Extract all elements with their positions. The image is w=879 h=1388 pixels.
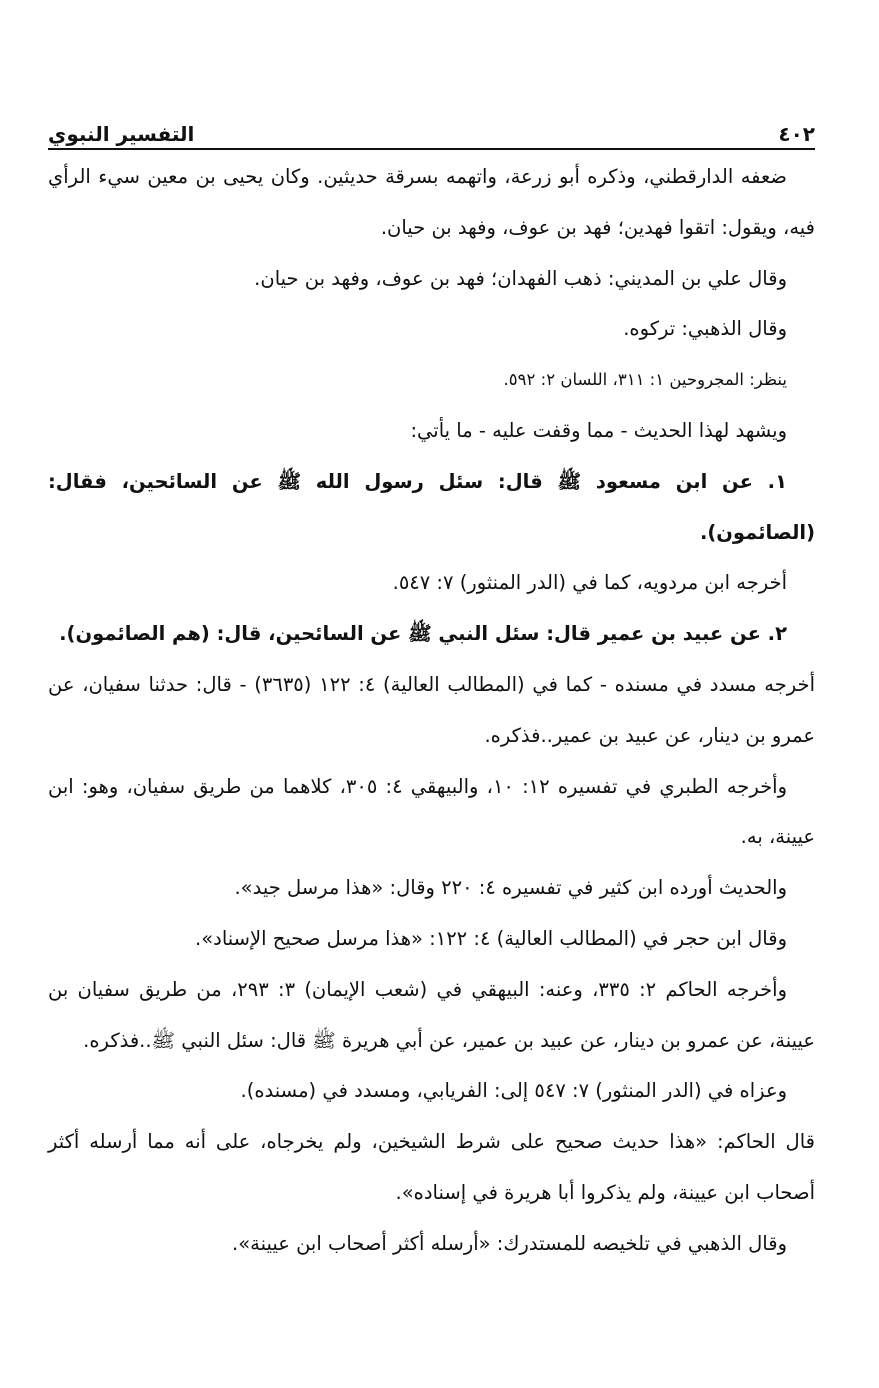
reference-note: ينظر: المجروحين ١: ٣١١، اللسان ٢: ٥٩٢. [503, 370, 787, 390]
header-rule [48, 148, 815, 150]
ibn-hajar-grading: وقال ابن حجر في (المطالب العالية) ٤: ١٢٢: «هذا مرسل صحيح الإسناد». [195, 926, 787, 950]
hakim-grading: قال الحاكم: «هذا حديث صحيح على شرط الشيخين، ولم يخرجاه، على أنه مما أرسله أكثر أصحاب ابن عيينة، ولم يذكروا أبا هريرة في إسناده». [48, 1130, 815, 1204]
narration-2: ٢. عن عبيد بن عمير قال: سئل النبي ﷺ عن السائحين، قال: (هم الصائمون). [59, 622, 787, 646]
narration-2-musaddad-source: أخرجه مسدد في مسنده - كما في (المطالب العالية) ٤: ١٢٢ (٣٦٣٥) - قال: حدثنا سفيان، عن عمرو بن دينار، عن عبيد بن عمير..فذكره. [48, 672, 815, 747]
running-header [48, 112, 815, 146]
hakim-source: وأخرجه الحاكم ٢: ٣٣٥، وعنه: البيهقي في (شعب الإيمان) ٣: ٢٩٣، من طريق سفيان بن عيينة، عن عمرو بن دينار، عن عبيد بن عمير، عن أبي هريرة ﷺ قال: سئل النبي ﷺ..فذكره. [48, 977, 815, 1052]
narration-1-source: أخرجه ابن مردويه، كما في (الدر المنثور) ٧: ٥٤٧. [392, 571, 787, 595]
supporting-narrations-intro: ويشهد لهذا الحديث - مما وقفت عليه - ما يأتي: [410, 418, 787, 442]
page-body [48, 152, 815, 1270]
page-number: ٤٠٢ [778, 122, 815, 146]
dhahabi-talkhis: وقال الذهبي في تلخيصه للمستدرك: «أرسله أكثر أصحاب ابن عيينة». [232, 1231, 787, 1255]
dhahabi-verdict: وقال الذهبي: تركوه. [623, 317, 787, 341]
durr-manthur-attribution: وعزاه في (الدر المنثور) ٧: ٥٤٧ إلى: الفريابي، ومسدد في (مسنده). [240, 1079, 787, 1103]
narrator-criticism-paragraph: ضعفه الدارقطني، وذكره أبو زرعة، واتهمه بسرقة حديثين. وكان يحيى بن معين سيء الرأي فيه، ويقول: اتقوا فهدين؛ فهد بن عوف، وفهد بن حيان. [48, 165, 815, 239]
narration-1: ١. عن ابن مسعود ﷺ قال: سئل رسول الله ﷺ عن السائحين، فقال: (الصائمون). [48, 469, 815, 544]
ibn-al-madini-quote: وقال علي بن المديني: ذهب الفهدان؛ فهد بن عوف، وفهد بن حيان. [254, 266, 787, 290]
book-title: التفسير النبوي [48, 122, 195, 146]
ibn-kathir-grading: والحديث أورده ابن كثير في تفسيره ٤: ٢٢٠ وقال: «هذا مرسل جيد». [234, 876, 787, 900]
narration-2-tabari-source: وأخرجه الطبري في تفسيره ١٢: ١٠، والبيهقي ٤: ٣٠٥، كلاهما من طريق سفيان، وهو: ابن عيينة، به. [48, 774, 815, 849]
